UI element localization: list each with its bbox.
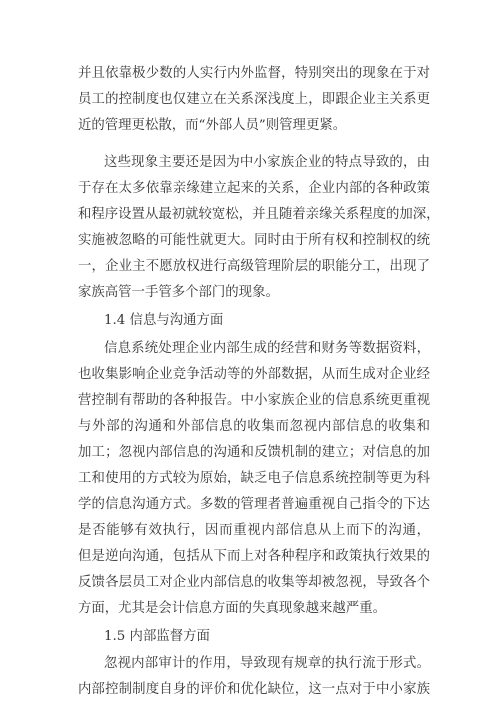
text-line: 员工的控制度也仅建立在关系深浅度上，即跟企业主关系更 [78, 92, 430, 107]
text-line: 反馈各层员工对企业内部信息的收集等却被忽视，导致各个 [78, 575, 430, 590]
text-line: 家族高管一手管多个部门的现象。 [78, 285, 279, 300]
text-line: 工和使用的方式较为原始，缺乏电子信息系统控制等更为科 [78, 471, 430, 486]
text-line: 内部控制制度自身的评价和优化缺位，这一点对于中小家族 [78, 682, 430, 697]
text-line: 是否能够有效执行，因而重视内部信息从上而下的沟通， [78, 523, 430, 538]
text-line: 加工；忽视内部信息的沟通和反馈机制的建立；对信息的加 [78, 445, 430, 460]
text-line: 方面，尤其是会计信息方面的失真现象越来越严重。 [78, 601, 386, 616]
text-line: 也收集影响企业竞争活动等的外部数据，从而生成对企业经 [78, 367, 430, 382]
text-line: 和程序设置从最初就较宽松，并且随着亲缘关系程度的加深， [78, 207, 440, 222]
text-line: 并且依靠极少数的人实行内外监督，特别突出的现象在于对 [78, 66, 430, 81]
section-heading: 1.4 信息与沟通方面 [104, 313, 224, 328]
section-heading: 1.5 内部监督方面 [104, 629, 210, 644]
text-line: 营控制有帮助的各种报告。中小家族企业的信息系统更重视 [78, 393, 430, 408]
text-line: 实施被忽略的可能性就更大。同时由于所有权和控制权的统 [78, 233, 430, 248]
text-line: 忽视内部审计的作用，导致现有规章的执行流于形式。 [104, 656, 430, 671]
text-line: 信息系统处理企业内部生成的经营和财务等数据资料， [104, 341, 430, 356]
text-line: 近的管理更松散，而“外部人员”则管理更紧。 [78, 118, 347, 133]
text-line: 这些现象主要还是因为中小家族企业的特点导致的，由 [104, 155, 430, 170]
text-line: 于存在太多依靠亲缘建立起来的关系，企业内部的各种政策 [78, 181, 430, 196]
text-line: 与外部的沟通和外部信息的收集而忽视内部信息的收集和 [78, 419, 430, 434]
text-line: 一，企业主不愿放权进行高级管理阶层的职能分工，出现了 [78, 259, 430, 274]
text-line: 但是逆向沟通，包括从下而上对各种程序和政策执行效果的 [78, 549, 430, 564]
text-line: 学的信息沟通方式。多数的管理者普遍重视自己指令的下达 [78, 497, 430, 512]
